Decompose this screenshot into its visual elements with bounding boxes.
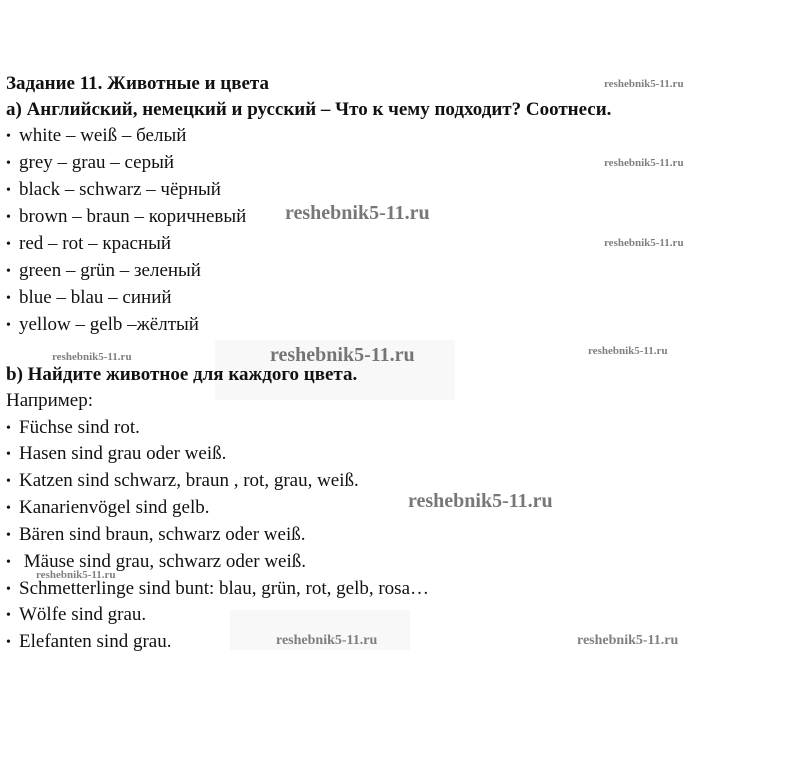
watermark: reshebnik5-11.ru (604, 237, 684, 249)
color-item-text: grey – grau – серый (19, 152, 175, 173)
animal-item (6, 631, 171, 654)
bullet-icon: • (6, 582, 11, 597)
animal-item (6, 524, 305, 547)
animal-item-text: Mäuse sind grau, schwarz oder weiß. (19, 551, 307, 572)
bullet-icon: • (6, 291, 11, 306)
color-item (6, 287, 172, 310)
animal-item (6, 443, 226, 466)
color-item-text: yellow – gelb –жёлтый (19, 314, 199, 335)
bullet-icon: • (6, 183, 11, 198)
color-item (6, 233, 171, 256)
watermark: reshebnik5-11.ru (276, 633, 378, 648)
bullet-icon: • (6, 129, 11, 144)
color-item-text: blue – blau – синий (19, 287, 172, 308)
animal-item-text: Katzen sind schwarz, braun , rot, grau, weiß. (19, 470, 359, 491)
watermark: reshebnik5-11.ru (577, 633, 679, 648)
animal-item (6, 417, 140, 440)
animal-item-text: Hasen sind grau oder weiß. (19, 443, 227, 464)
bullet-icon: • (6, 528, 11, 543)
watermark: reshebnik5-11.ru (604, 78, 684, 90)
color-item (6, 179, 221, 202)
color-item (6, 152, 174, 175)
watermark: reshebnik5-11.ru (588, 345, 668, 357)
color-item-text: white – weiß – белый (19, 125, 187, 146)
animal-item (6, 470, 359, 493)
color-item-text: black – schwarz – чёрный (19, 179, 221, 200)
watermark: reshebnik5-11.ru (285, 202, 430, 224)
bullet-icon: • (6, 608, 11, 623)
example-label: Например: (6, 390, 93, 411)
animal-item (6, 497, 209, 520)
bullet-icon: • (6, 474, 11, 489)
bullet-icon: • (6, 501, 11, 516)
task-title: Задание 11. Животные и цвета (6, 73, 269, 94)
color-item-text: green – grün – зеленый (19, 260, 201, 281)
bullet-icon: • (6, 447, 11, 462)
animal-item-text: Füchse sind rot. (19, 417, 140, 438)
animal-item (6, 578, 429, 601)
bullet-icon: • (6, 555, 11, 570)
animal-item-text: Elefanten sind grau. (19, 631, 172, 652)
bullet-icon: • (6, 156, 11, 171)
animal-item-text: Bären sind braun, schwarz oder weiß. (19, 524, 306, 545)
bullet-icon: • (6, 421, 11, 436)
color-item (6, 125, 186, 148)
watermark: reshebnik5-11.ru (270, 344, 415, 366)
bullet-icon: • (6, 237, 11, 252)
animal-item-text: Kanarienvögel sind gelb. (19, 497, 210, 518)
animal-item-text: Wölfe sind grau. (19, 604, 147, 625)
bullet-icon: • (6, 635, 11, 650)
color-item (6, 206, 246, 229)
watermark: reshebnik5-11.ru (408, 490, 553, 512)
watermark: reshebnik5-11.ru (604, 157, 684, 169)
animal-item-text: Schmetterlinge sind bunt: blau, grün, rot, gelb, rosa… (19, 578, 430, 599)
watermark: reshebnik5-11.ru (52, 351, 132, 363)
watermark: reshebnik5-11.ru (36, 569, 116, 581)
color-item (6, 260, 201, 283)
animal-item (6, 604, 146, 627)
bullet-icon: • (6, 210, 11, 225)
bullet-icon: • (6, 318, 11, 333)
color-item (6, 314, 199, 337)
part-b-heading: b) Найдите животное для каждого цвета. (6, 364, 358, 385)
bullet-icon: • (6, 264, 11, 279)
color-item-text: brown – braun – коричневый (19, 206, 247, 227)
color-item-text: red – rot – красный (19, 233, 172, 254)
part-a-heading: а) Английский, немецкий и русский – Что к чему подходит? Соотнеси. (6, 99, 612, 120)
